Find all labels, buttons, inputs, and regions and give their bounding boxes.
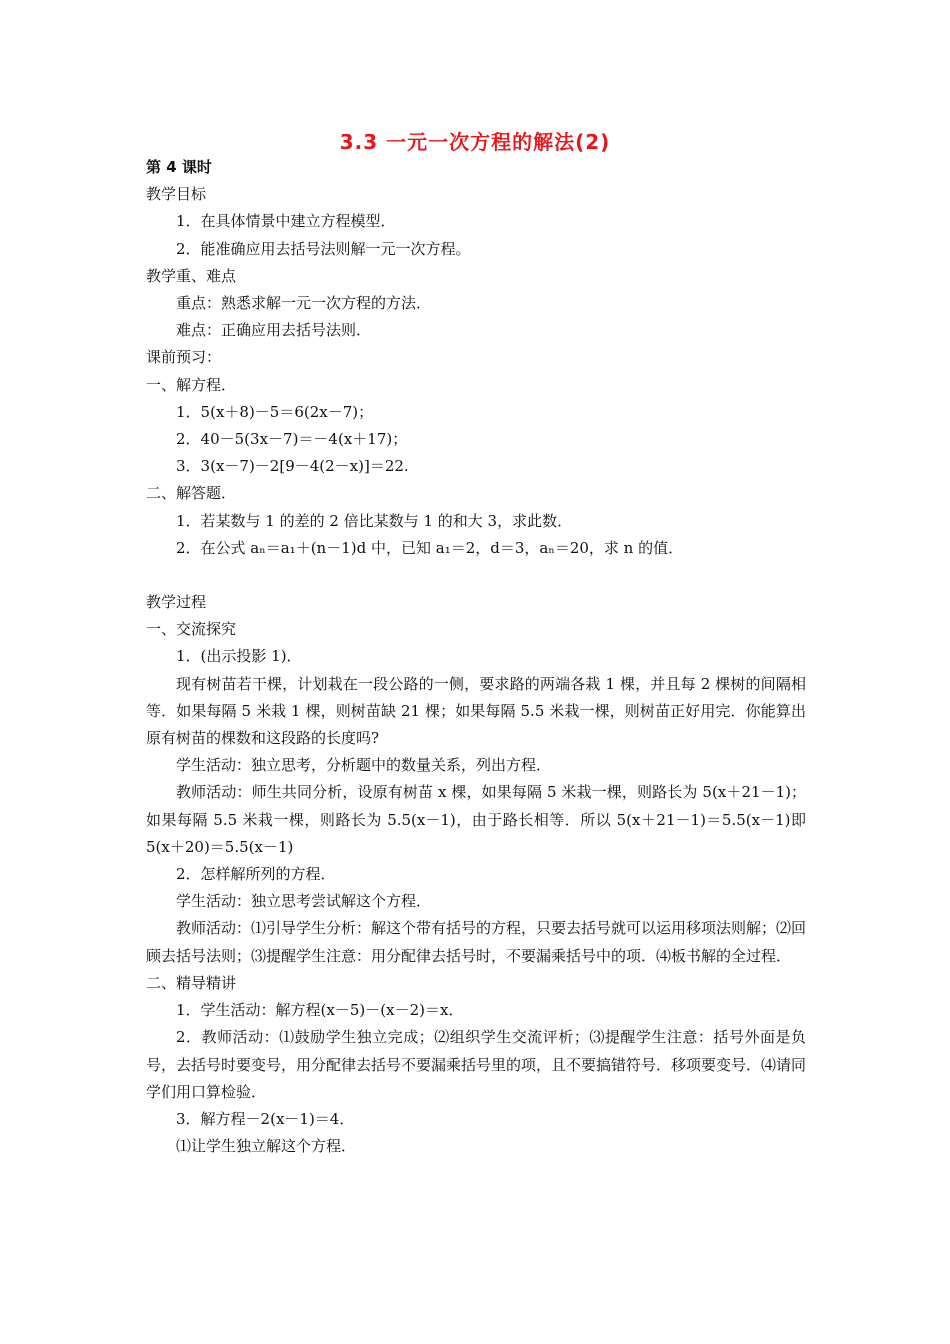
- section1-item1: 1．(出示投影 1)．: [176, 647, 302, 666]
- key-point-difficulty: 难点：正确应用去括号法则．: [176, 321, 372, 340]
- document-title: 3.3 一元一次方程的解法(2): [339, 130, 611, 154]
- section1-item2: 2．怎样解所列的方程．: [176, 865, 336, 884]
- section2-item2: 2．教师活动：⑴鼓励学生独立完成；⑵组织学生交流评析；⑶提醒学生注意：括号外面是负号，去括号时要变号，用分配律去括号不要漏乘括号里的项，且不要搞错符号．移项要变号．⑷请同学们用口算检验．: [146, 1028, 807, 1101]
- key-points-heading: 教学重、难点: [146, 266, 237, 285]
- teacher-activity: 教师活动：师生共同分析，设原有树苗 x 棵，如果每隔 5 米栽一棵，则路长为 5(x＋21－1)；如果每隔 5.5 米栽一棵，则路长为 5.5(x－1)，由于路长相等．所以 5(x＋21－1)＝5.5(x－1)即 5(x＋20)＝5.5(x－1): [146, 783, 806, 856]
- section2-item3: 3．解方程－2(x－1)＝4．: [176, 1109, 355, 1128]
- section1-heading: 一、交流探究: [146, 620, 237, 639]
- section2-heading: 二、精导精讲: [146, 973, 237, 992]
- preview-part2-heading: 二、解答题．: [146, 484, 237, 503]
- equation-item: 3．3(x－7)－2[9－4(2－x)]＝22.: [176, 457, 409, 476]
- spacer: [146, 562, 806, 589]
- teacher-activity: 教师活动：⑴引导学生分析：解这个带有括号的方程，只要去括号就可以运用移项法则解；⑵回顾去括号法则；⑶提醒学生注意：用分配律去括号时，不要漏乘括号中的项．⑷板书解的全过程．: [146, 919, 807, 965]
- student-activity: 学生活动：独立思考尝试解这个方程．: [176, 892, 432, 911]
- process-heading: 教学过程: [146, 593, 207, 612]
- document-body: [146, 154, 806, 1160]
- question-item: 2．在公式 aₙ＝a₁＋(n－1)d 中，已知 a₁＝2，d＝3，aₙ＝20，求 n 的值．: [176, 538, 684, 557]
- equation-item: 2．40－5(3x－7)＝－4(x＋17)；: [176, 430, 408, 449]
- student-activity: 学生活动：独立思考，分析题中的数量关系，列出方程．: [176, 756, 552, 775]
- goal-item: 1．在具体情景中建立方程模型．: [176, 212, 396, 231]
- problem-text: 现有树苗若干棵，计划栽在一段公路的一侧，要求路的两端各栽 1 棵，并且每 2 棵树的间隔相等．如果每隔 5 米栽 1 棵，则树苗缺 21 棵；如果每隔 5.5 米栽一棵，则树苗正好用完．你能算出原有树苗的棵数和这段路的长度吗?: [146, 674, 806, 748]
- preview-part1-heading: 一、解方程．: [146, 375, 237, 394]
- goal-item: 2．能准确应用去括号法则解一元一次方程。: [176, 239, 471, 258]
- key-point-focus: 重点：熟悉求解一元一次方程的方法．: [176, 294, 432, 313]
- equation-item: 1．5(x＋8)－5＝6(2x－7)；: [176, 402, 374, 421]
- lesson-label: 第 4 课时: [146, 158, 212, 176]
- section2-item3-sub1: ⑴让学生独立解这个方程．: [176, 1137, 357, 1156]
- preview-heading: 课前预习：: [146, 348, 222, 367]
- section2-item1: 1．学生活动：解方程(x－5)－(x－2)＝x．: [176, 1001, 464, 1020]
- question-item: 1．若某数与 1 的差的 2 倍比某数与 1 的和大 3，求此数．: [176, 511, 573, 530]
- goals-heading: 教学目标: [146, 185, 207, 204]
